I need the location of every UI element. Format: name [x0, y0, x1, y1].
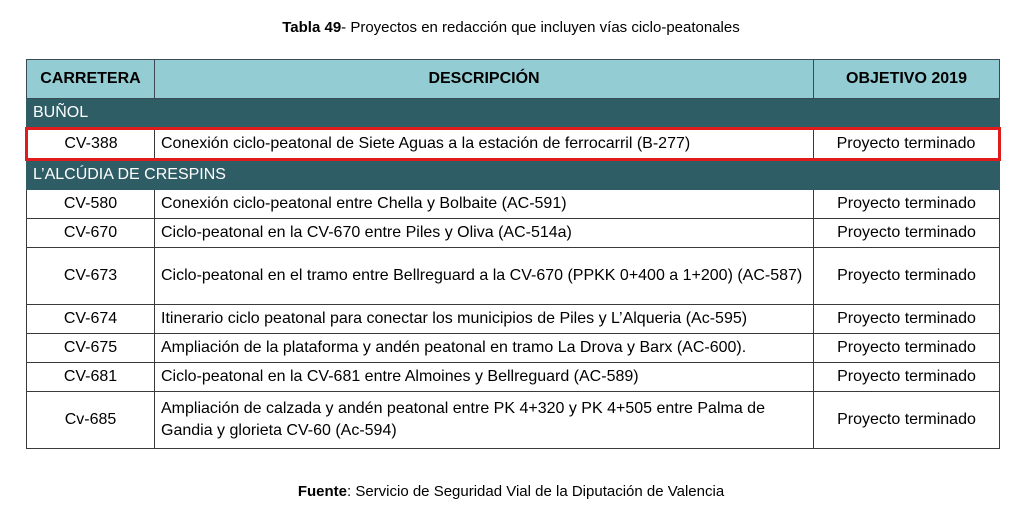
cell-description: Ciclo-peatonal en la CV-670 entre Piles y Oliva (AC-514a)	[155, 219, 814, 248]
header-description: DESCRIPCIÓN	[155, 60, 814, 99]
table-caption-label: Tabla 49	[282, 19, 342, 36]
cell-road: Cv-685	[27, 392, 155, 449]
cell-road: CV-670	[27, 219, 155, 248]
cell-goal: Proyecto terminado	[814, 392, 1000, 449]
table-row	[27, 392, 1000, 449]
cell-goal: Proyecto terminado	[814, 248, 1000, 305]
table-caption	[0, 18, 1022, 38]
cell-road: CV-580	[27, 190, 155, 219]
cell-road: CV-388	[27, 129, 155, 160]
group-row-bunol	[27, 99, 1000, 129]
projects-table	[25, 59, 1001, 449]
cell-road: CV-674	[27, 305, 155, 334]
group-name: L’ALCÚDIA DE CRESPINS	[27, 160, 1000, 190]
cell-road: CV-681	[27, 363, 155, 392]
table-row	[27, 248, 1000, 305]
source-label: Fuente	[297, 483, 347, 500]
cell-description: Itinerario ciclo peatonal para conectar los municipios de Piles y L’Alqueria (Ac-595)	[155, 305, 814, 334]
cell-description: Conexión ciclo-peatonal de Siete Aguas a la estación de ferrocarril (B-277)	[155, 129, 814, 160]
cell-description: Conexión ciclo-peatonal entre Chella y Bolbaite (AC-591)	[155, 190, 814, 219]
table-row	[27, 334, 1000, 363]
cell-goal: Proyecto terminado	[814, 305, 1000, 334]
cell-description: Ampliación de la plataforma y andén peatonal en tramo La Drova y Barx (AC-600).	[155, 334, 814, 363]
cell-road: CV-673	[27, 248, 155, 305]
source-text: : Servicio de Seguridad Vial de la Diputación de Valencia	[346, 483, 725, 500]
cell-description: Ciclo-peatonal en el tramo entre Bellreguard a la CV-670 (PPKK 0+400 a 1+200) (AC-587)	[155, 248, 814, 305]
table-row	[27, 190, 1000, 219]
header-road: CARRETERA	[27, 60, 155, 99]
group-name: BUÑOL	[27, 99, 1000, 129]
table-row	[27, 305, 1000, 334]
cell-goal: Proyecto terminado	[814, 334, 1000, 363]
table-row-highlighted	[27, 129, 1000, 160]
cell-road: CV-675	[27, 334, 155, 363]
cell-description: Ampliación de calzada y andén peatonal entre PK 4+320 y PK 4+505 entre Palma de Gandia y glorieta CV-60 (Ac-594)	[155, 392, 814, 449]
cell-goal: Proyecto terminado	[814, 363, 1000, 392]
cell-goal: Proyecto terminado	[814, 129, 1000, 160]
cell-goal: Proyecto terminado	[814, 190, 1000, 219]
table-header-row	[27, 60, 1000, 99]
cell-goal: Proyecto terminado	[814, 219, 1000, 248]
source-note	[0, 482, 1022, 502]
table-row	[27, 219, 1000, 248]
cell-description: Ciclo-peatonal en la CV-681 entre Almoines y Bellreguard (AC-589)	[155, 363, 814, 392]
group-row-lalcudia	[27, 160, 1000, 190]
table-row	[27, 363, 1000, 392]
header-goal: OBJETIVO 2019	[814, 60, 1000, 99]
table-caption-text: - Proyectos en redacción que incluyen vías ciclo-peatonales	[341, 19, 740, 36]
